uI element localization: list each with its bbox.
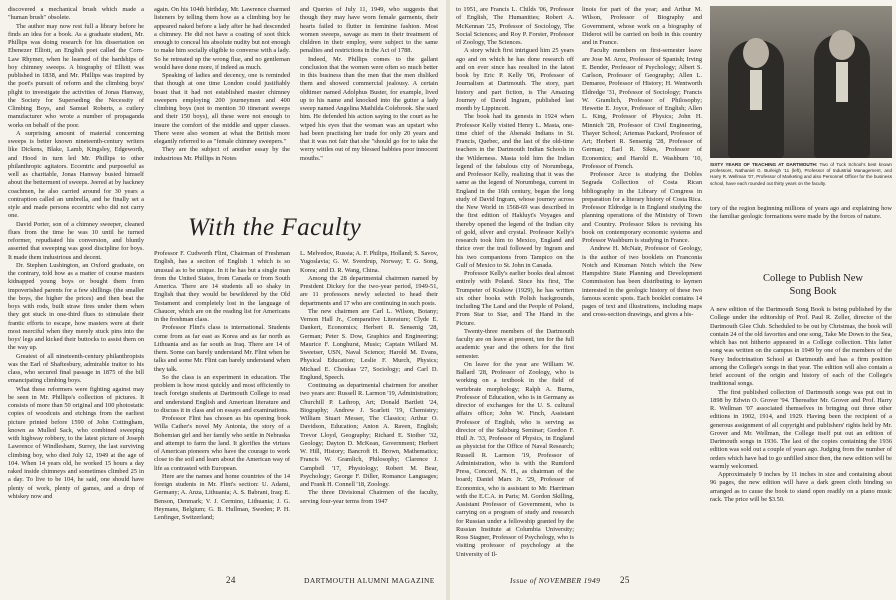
paragraph: linois for part of the year; and Arthur M. Wilson, Professor of Biography and Government, whose work on a biography of Diderot will be carried on both in this country and in France. [582, 6, 702, 46]
paragraph: Faculty members on first-semester leave are Jose M. Aroz, Professor of Spanish; Irving E. Bender, Professor of Psychology; Albert S. Carlson, Professor of Geography; Allen L. Demaree, Professor of History; H. Wentworth Eldredge '31, Professor of Sociology; Francis W. Gramlich, Professor of Philosophy; Hewette E. Joyce, Professor of English; Allen L. King, Professor of Physics; John H. Minnich '28, Professor of Civil Engineering, Thayer School; Artemas Packard, Professor of Art; Herbert R. Sensenig '28, Professor of German; Earl R. Sikes, Professor of Economics; and Harold E. Washburn '10, Professor of French. [582, 47, 702, 170]
paragraph: What these reformers were fighting against may be seen in Mr. Phillips's collection of pictures. It consists of more than 50 original and 100 photostatic copies of woodcuts and etchings from the earliest picture printed before 1590 of John Cottingham, known as Mulled Sack, who combined sweeping with highway robbery, to the latest picture of Joseph Lawrence of Windlesham, Surrey, the last surviving climbing boy, who died July 12, 1949 at the age of 104. When 14 years old, he worked 15 hours a day raked inside chimneys and sometimes climbed 25 in a day. To live to be 104, he said, one should have plenty of work, plenty of games, and a drop of whiskey now and [8, 385, 144, 500]
paragraph: A story which first intrigued him 25 years ago and on which he has done research off and on ever since has resulted in the latest book by Eric P. Kelly '06, Professor of Journalism at Dartmouth. The story, part history and part fiction, is The Amazing Journey of David Ingram, published last month by Lippincott. [456, 47, 574, 112]
right-page-column-2 [582, 6, 702, 566]
paragraph: again. On his 104th birthday, Mr. Lawrence charmed listeners by telling them how as a climbing boy he appeared naked before a lady after he had descended a chimney. He did not have a coating of soot thick enough to conceal his absolute nudity but not enough to make him socially eligible to converse with a lady. So he retreated up the wrong flue, and no gentleman would have done more, if indeed as much. [154, 6, 290, 71]
right-page-column-3-bottom [710, 306, 892, 566]
left-page-column-1 [8, 6, 144, 566]
paragraph: Indeed, Mr. Phillips comes to the gallant conclusion that the women were often so much better in this business than the men that the men disliked them and showed commercial jealousy. A certain oldtimer named Adolphus Buster, for example, lived up to his name and knocked into the gutter a lady sweep named Angelina Mathilda Colebrook. She sued him. He defended his action saying to the court as he wiped his eyes that the woman was an upstart who had been practising her trade for only 20 years and that it was not fair that she "should go for to take the werry wittles out of my blessed babbies poor innocent mouths." [300, 55, 438, 162]
paragraph: Among the 28 departmental chairmen named by President Dickey for the two-year period, 1949-51, are 11 professors newly selected to head their departments and 17 who are continuing in such posts. [300, 274, 438, 307]
paragraph: tory of the region beginning millions of years ago and explaining how the familiar geologic formations were made by the forces of nature. [710, 205, 892, 221]
right-page-column-3-top [710, 205, 892, 255]
paragraph: Approximately 9 inches by 11 inches in size and containing about 96 pages, the new edition will have a dark green cloth binding so arranged as to cause the book to stand open readily on a piano music rack. The price will be $3.50. [710, 471, 892, 503]
paragraph: Professor F. Cudworth Flint, Chairman of Freshman English, has a section of English 1 which is so unusual as to be unique. In it he has but a single man from the United States, from Canada or from South America. There are 14 students all so shaky in English that they would be bewildered by the Old Testament and completely lost in the language of Chaucer, which are on the reading list for Americans in the freshman class. [154, 250, 290, 323]
article-subheadline: College to Publish New Song Book [762, 273, 864, 297]
left-page-column-2-top [154, 6, 290, 209]
paragraph: A new edition of the Dartmouth Song Book is being published by the College under the editorship of Prof. Paul R. Zeller, director of the Dartmouth Glee Club. Scheduled to be out by Christmas, the book will contain 24 of the old favorites and one song, Take Me Down to the Sea, which has not hitherto appeared in a College collection. This latter song was written on the campus in 1949 by one of the members of the Navy Indoctrination School at Dartmouth and has a firm position among the College's songs in that year. The edition will also contain a brief account of the origin and history of each of the College's traditional songs. [710, 306, 892, 388]
left-page-column-3-top [300, 6, 438, 209]
left-page-number: 24 [226, 575, 236, 585]
issue-text: Issue of NOVEMBER 1949 [510, 576, 601, 585]
right-page-column-1 [456, 6, 574, 566]
paragraph: The first published collection of Dartmouth songs was put out in 1898 by Edwin O. Grover '94. Thereafter Mr. Grover and Prof. Harry R. Wellman '07 associated themselves in bringing out three other editions in 1902, 1914, and 1929. Having been the recipient of a generous assignment of all copyright and publishers' rights held by Mr. Grover and Mr. Wellman, the College itself put out an edition of Dartmouth songs in 1936. The last of the copies containing the 1936 edition was sold out a couple of years ago. Judging from the number of orders which have had to go unfilled since then, the new edition will be warmly welcomed. [710, 388, 892, 470]
paragraph: Professor Kelly's earlier books deal almost entirely with Poland. Since his first, The Trumpeter of Krakow (1929), he has written six other books with Polish backgrounds, including The Land and the People of Poland, From Star to Star, and The Hand in the Picture. [456, 270, 574, 327]
paragraph: Professor Arce is studying the Dobles Segrada Collection of Costa Rican bibliography in the Library of Congress in preparation for a literary history of Costa Rica. Professor Eldredge is in England studying the planning operations of the Ministry of Town and Country. Professor Sikes is revising his book on contemporary economic systems and Professor Washburn is studying in France. [582, 171, 702, 244]
paragraph: David Porter, son of a chimney sweeper, cleaned flues from the time he was 10 until he turned reformer, repudiated his conversion, and bluntly asserted that sweeping was good discipline for boys. It made them industrious and decent. [8, 220, 144, 261]
caption-lead: SIXTY YEARS OF TEACHING AT DARTMOUTH: [710, 162, 818, 167]
paragraph: On leave for the year are William W. Ballard '28, Professor of Zoology, who is working on a textbook in the field of vertebrate morphology; Ralph A. Burns, Professor of Education, who is in Germany as director of exchanges for the U. S. cultural affairs office; John W. Finch, Assistant Professor of English, who is serving as director of the Salzburg Seminar; Gordon F. Hull Jr. '33, Professor of Physics, in England as physicist for the Office of Naval Research; Russell R. Larmon '19, Professor of Administration, who is with the Rumford Press, Concord, N. H., as chairman of the board; Daniel Marx Jr. '29, Professor of Economics, who is assistant to Mr. Harriman with the E.C.A. in Paris; M. Gordon Skilling, Assistant Professor of Government, who is carrying on a program of study and research for Russian under a fellowship granted by the Russian Institute at Columbia University; Ross Stagner, Professor of Psychology, who is visiting professor of psychology at the University of Il- [456, 360, 574, 558]
left-page-column-2-bottom [154, 250, 290, 566]
paragraph: The author may now rest full a library before he finds an idea for a book. As a graduate student, Mr. Phillips was doing research for his dissertation on Ebenezer Elliott, an English poet called the Corn-Law Rhymer, when he learned of the hardships of boy chimney sweeps. A biography of Elliott was published in 1838, and Mr. Phillips was inspired by the poet's pursuit of reform and the climbing boys' plight to investigate the activities of Jonas Hanway, the Society for Superseding the Necessity of Climbing Boys, and Samuel Roberts, a cutlery manufacturer who wrote a number of propaganda works on behalf of the poor. [8, 22, 144, 129]
paragraph: to 1951, are Francis L. Childs '06, Professor of English, The Humanities; Robert A. McKennan '25, Professor of Sociology, The Social Sciences; and Roy P. Forster, Professor of Zoology, The Sciences. [456, 6, 574, 46]
paragraph: Speaking of ladies and decency, one is reminded that though at one time London could justifiably boast that it had not established master chimney sweepers employing 200 journeymen and 400 climbing boys (not to mention 30 itinerant sweeps and their 150 boys), all these were not enough to insure the comfort of the middle and upper classes. There were also women at what the British more elegantly referred to as "female chimney sweepers." [154, 72, 290, 145]
paragraph: The new chairmen are Carl L. Wilson, Botany; Vernon Hall Jr., Comparative Literature; Clyde E. Dankert, Economics; Herbert R. Sensenig '28, German; Peter S. Dow, Graphics and Engineering; Maurice F. Longhurst, Music; Captain Willard M. Sweetser, USN, Naval Science; Harold M. Evans, Physical Education; Leslie F. Murch, Physics; Michael E. Choukas '27, Sociology; and Carl D. Englund, Speech. [300, 307, 438, 381]
paragraph: The book had its genesis in 1924 when Professor Kelly visited Henry L. Masta, one-time chief of the Abenaki Indians in St. Francis, Quebec, and the last of the old-time teachers in the Dartmouth Indian Schools in the Wilderness. Masta told him the Indian legend of the fabulous city of Norumbega, and Professor Kelly, realizing that it was the same as the legend of Norumbega, current in England in the 16th century, began the long study of David Ingram, whose journey across the New World in 1568-69 was described in the first edition of Hakluyt's Voyages and thereby opened the legend of the Indian city of gold, silver and crystal. Professor Kelly's research took him to Mexico, England and thrice over the trail followed by Ingram and his two companions from Tampico on the Gulf of Mexico to St. John in Canada. [456, 113, 574, 269]
paragraph: Here are the names and home countries of the 14 foreign students in Mr. Flint's section: U. Adami, Germany; A. Anza, Lithuania; A. S. Babrani, Iraq; E. Benson, Denmark; V. J. Cermino, Lithuania; J. G. Heymans, Belgium; G. B. Hullman, Sweden; P. H. Lenfinger, Switzerland; [154, 472, 290, 521]
paragraph: They are the subject of another essay by the industrious Mr. Phillips in Notes [154, 146, 290, 162]
photo-caption [710, 162, 892, 187]
paragraph: A surprising amount of material concerning sweeps is better known nineteenth-century writers like Dickens, Blake, Lamb, Kingsley, Edgeworth, and Hood in turn led Mr. Phillips to other philanthropic agitators. Eccentric and purposeful as well as charitable, Jonas Hanway busied himself about the betterment of sweeps. Jeered at by hackney coachmen, he also carried around for 30 years a contraption called an umbrella, and he finally set a style and made persons eccentric who did not carry one. [8, 129, 144, 220]
issue-label [510, 576, 600, 585]
paragraph: Dr. Stephen Lushington, an Oxford graduate, on the contrary, told how as a matter of course masters kidnapped young boys or bought them from impoverished parents for a few shillings (the smaller the boys, the higher the prices) and then beat the boys with rods, built straw fires under them when they got stuck in one-third flues to stimulate their frantic efforts to escape, how masters were at their most merciful when they merely stuck pins into the boys' legs and kicked their buttocks to assist them on the way up. [8, 261, 144, 352]
paragraph: The three Divisional Chairmen of the faculty, serving four-year terms from 1947 [300, 489, 438, 505]
paragraph: Professor Flint's class is international. Students come from as far east as Korea and as far north as Lithuania and as far south as Iraq. There are 14 of them. Some can barely understand Mr. Flint when he talks and some Mr. Flint can barely understand when they talk. [154, 324, 290, 373]
paragraph: and Queries of July 11, 1949, who suggests that though they may have worn female garments, their hearts failed to flutter in feminine fashion. Most women sweeps, savage as men in their treatment of children in their employ, were subject to the same penalties and restrictions in the Act of 1788. [300, 6, 438, 55]
magazine-name: DARTMOUTH ALUMNI MAGAZINE [304, 576, 435, 585]
paragraph: Continuing as departmental chairmen for another two years are: Russell R. Larmon '19, Administration; Churchill P. Lathrop, Art; Donald Bartlett '24, Biography; Andrew J. Scarlett '19, Chemistry; William Stuart Messer, The Classics; Arthur O. Davidson, Education; Anton A. Raven, English; Trevor Lloyd, Geography; Richard E. Stoiber '32, Geology; Dayton D. McKean, Government; Herbert W. Hill, History; Bancroft H. Brown, Mathematics; Francis W. Gramlich, Philosophy; Clarence J. Campbell '17, Physiology; Robert M. Bear, Psychology; George F. Diller, Romance Languages; and Frank H. Connell '18, Zoology. [300, 382, 438, 488]
caption-text: Two of Tuck School's best known professors, Nathaniel G. Burleigh '11 (left), Professor of Industrial Management, and Harry R. Wellman '07, Professor of Marketing and also Personnel Officer for the business school, have each rounded out thirty years on the faculty. [710, 162, 892, 186]
faculty-photo [710, 6, 892, 158]
paragraph: L. Melvedov, Russia; A. F. Philips, Holland; S. Savov, Yugoslavia; G. W. Sverdrup, Norway; T. G. Song, Korea; and D. R. Wang, China. [300, 250, 438, 274]
paragraph: discovered a mechanical brush which made a "human brush" obsolete. [8, 6, 144, 22]
paragraph: Professor Flint has chosen as his opening book Willa Cather's novel My Antonia, the story of a Bohemian girl and her family who settle in Nebraska and attempt to farm the land. It glorifies the virtues of American pioneers who have the courage to work close to the soil and learn about the American way of life as contrasted with European. [154, 415, 290, 472]
paragraph: Twenty-three members of the Dartmouth faculty are on leave at present, ten for the full academic year and the others for the first semester. [456, 327, 574, 360]
paragraph: Andrew H. McNair, Professor of Geology, is the author of two booklets on Franconia Notch and Kinsman Notch which the New Hampshire State Planning and Development Commission has been distributing to laymen interested in the geologic history of these two famous scenic spots. Each booklet contains 14 pages of text and illustrations, including maps and cross-section drawings, and gives a his- [582, 245, 702, 319]
paragraph: So the class is an experiment in education. The problem is how most quickly and most efficiently to teach foreign students at Dartmouth College to read and understand English and American literature and to discuss it in class and on essays and examinations. [154, 373, 290, 414]
right-page-number: 25 [620, 575, 630, 585]
paragraph: Greatest of all nineteenth-century philanthropists was the Earl of Shaftesbury, admirable traitor to his class, who secured final passage in 1875 of the bill emancipating climbing boys. [8, 352, 144, 385]
section-title: With the Faculty [188, 214, 362, 241]
left-page-column-3-bottom [300, 250, 438, 566]
